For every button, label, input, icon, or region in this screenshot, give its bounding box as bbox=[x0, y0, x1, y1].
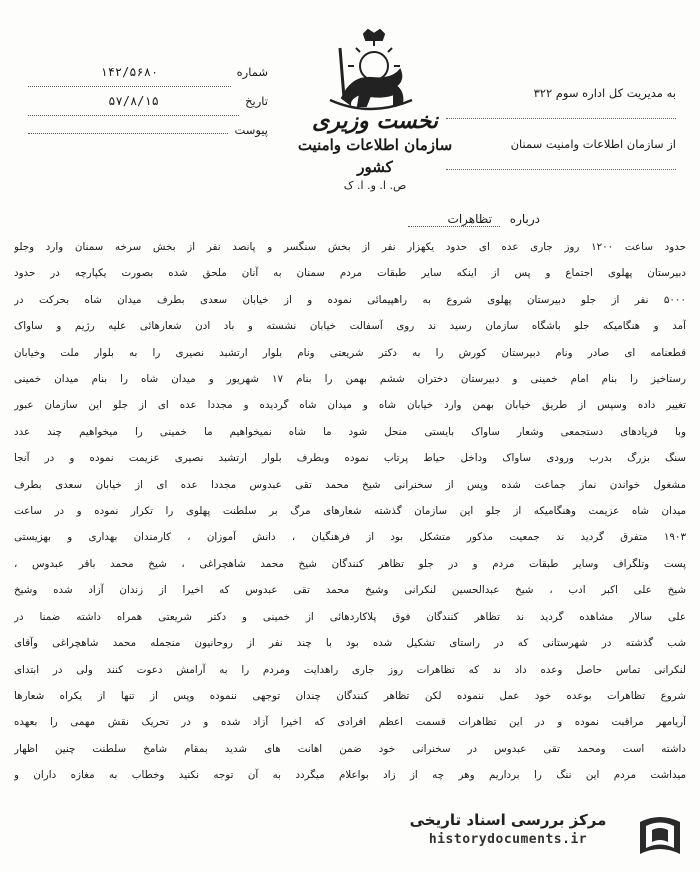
attachment-label: پیوست bbox=[234, 123, 268, 137]
ministry-title: نخست وزیری bbox=[312, 108, 438, 134]
number-value: ۱۴۲/۵۶۸۰ bbox=[28, 58, 231, 87]
document-reference-block bbox=[28, 58, 268, 144]
body-line: وبا فریادهای دستجمعی وشعار ساواک بایستی منحل شود ما شاه نمیخواهیم ما خمینی را میخواهیم چند عدد bbox=[14, 425, 686, 438]
body-line: میدان شاه عزیمت وهنگامیکه از جلو این سازمان گذشته شعارهای مرگ بر سلطنت پهلوی را تکرار نموده و در ساعت bbox=[14, 505, 686, 518]
watermark-title: مرکز بررسی اسناد تاریخی bbox=[409, 811, 607, 829]
body-line: مشغول خواندن نماز جماعت شده وپس از سخنرانی شیخ محمد تقی عبدوس مجددا عده ای از خیابان سعدی بطرف bbox=[14, 478, 686, 491]
attachment-value bbox=[28, 133, 228, 134]
organization-code: ص. ا. و. ا. ک bbox=[343, 179, 407, 192]
date-value: ۵۷/۸/۱۵ bbox=[28, 87, 239, 116]
body-line: ۵۰۰۰ نفر از جلو دبیرستان پهلوی شروع به راهپیمائی نموده و از خیابان سعدی بطرف میدان شاه بحرکت در bbox=[14, 293, 686, 306]
watermark-url: historydocuments.ir bbox=[428, 832, 588, 847]
body-line: لنکرانی تماس حاصل وعده داد ند که تظاهرات روز جاری راهدایت ومردم را به آرامش دعوت کنند ولی در ابتدای bbox=[14, 663, 686, 676]
subject-label: درباره bbox=[509, 212, 540, 226]
date-label: تاریخ bbox=[245, 94, 268, 108]
body-line: رستاخیز را بنام امام خمینی و دبیرستان دختران ششم بهمن را بنام ۱۷ شهریور و میدان شاه را بنام میدان خمینی bbox=[14, 373, 686, 386]
body-line: سنگ بزرگ بدرب ورودی ساواک وداخل حیاط پرتاب نموده وبطرف بلوار ارتشبد نصیری عزیمت نموده و در آنجا bbox=[14, 452, 686, 465]
number-row bbox=[28, 58, 268, 87]
issuer-block bbox=[290, 108, 460, 194]
body-line: ۱۹۰۳ متفرق گردید ند جمعیت مذکور متشکل بود از فرهنگیان ، دانش آموزان ، کارمندان بهداری و بهزیستی bbox=[14, 531, 686, 544]
subject-line bbox=[380, 212, 540, 226]
subject-value: تظاهرات bbox=[408, 212, 500, 227]
body-line: تغییر داده وسپس از طریق خیابان بهمن وارد خیابان شاه و میدان شاه گردیده و مجددا عده ای از جلو این سازمان عبور bbox=[14, 399, 686, 412]
report-body bbox=[14, 234, 686, 789]
body-line: شب گذشته در شهرستانی که در راستای تشکیل شده بود با چند نفر از روحانیون منجمله محمد شاهچراغی وآقای bbox=[14, 637, 686, 650]
lion-and-sun-emblem-icon bbox=[320, 28, 420, 118]
body-line: علی سالار مشاهده گردید ند تظاهر کنندگان فوق پلاکاردهائی از خمینی و دکتر شریعتی همراه داشته ضمنا در bbox=[14, 610, 686, 623]
recipient-line: به مدیریت کل اداره سوم ۳۲۲ bbox=[446, 68, 676, 119]
body-line: شروع تظاهرات بوعده خود عمل ننموده لکن تظاهر کنندگان چندان توجهی ننموده وپس از تنها از یکراه شعارها bbox=[14, 689, 686, 702]
sender-line: از سازمان اطلاعات وامنیت سمنان bbox=[446, 119, 676, 170]
archive-logo-icon bbox=[632, 808, 688, 864]
body-line: شیخ علی اکبر ادب ، شیخ عبدالحسین لنکرانی وشیخ محمد تقی عبدوس که اخیرا از زندان آزاد شده وشیخ bbox=[14, 584, 686, 597]
body-line: پست وتلگراف وسایر طبقات مردم و در جلو تظاهر کنندگان شیخ محمد شاهچراغی ، شیخ محمد باقر عبدوس ، bbox=[14, 557, 686, 570]
body-line: دبیرستان پهلوی اجتماع و پس از اینکه سایر طبقات مردم سمنان به آنان ملحق شده بصورت یکپارچه در حدود bbox=[14, 267, 686, 280]
date-row bbox=[28, 87, 268, 116]
archive-watermark bbox=[388, 808, 688, 866]
body-line: حدود ساعت ۱۲۰۰ روز جاری عده ای حدود یکهزار نفر از بخش سنگسر و پانصد نفر از بخش سرخه سمنان وارد وجلو bbox=[14, 241, 686, 253]
attachment-row bbox=[28, 116, 268, 144]
addressee-block bbox=[446, 68, 676, 170]
watermark-text bbox=[408, 808, 608, 847]
body-line: قطعنامه ای صادر ونام دبیرستان کورش را به دکتر شریعتی ونام بلوار ارتشبد نصیری را به بلوار ملت وخیابان bbox=[14, 346, 686, 359]
body-line: آمد و هنگامیکه جلو باشگاه سازمان رسید ند روی آسفالت خیابان نشسته و باد ادن شعارهائی علیه رژیم و ساواک bbox=[14, 320, 686, 333]
body-line: آریامهر مراقبت نموده و در این تظاهرات قسمت اعظم افرادی که اخیرا آزاد شده و در تحریک نقش مهمی را بعهده bbox=[14, 716, 686, 729]
body-line: داشته است ومحمد تقی عبدوس در سخنرانی خود ضمن اهانت های شدید بمقام شامخ سلطنت چنین اظهار bbox=[14, 742, 686, 755]
organization-name: سازمان اطلاعات وامنیت کشور bbox=[297, 136, 453, 176]
number-label: شماره bbox=[236, 65, 268, 79]
body-line: میداشت مردم این ننگ را برداریم وهر چه از زاد بواعلام میگردد به آن توجه نکنید وخطاب به مغازه داران و bbox=[14, 769, 686, 782]
